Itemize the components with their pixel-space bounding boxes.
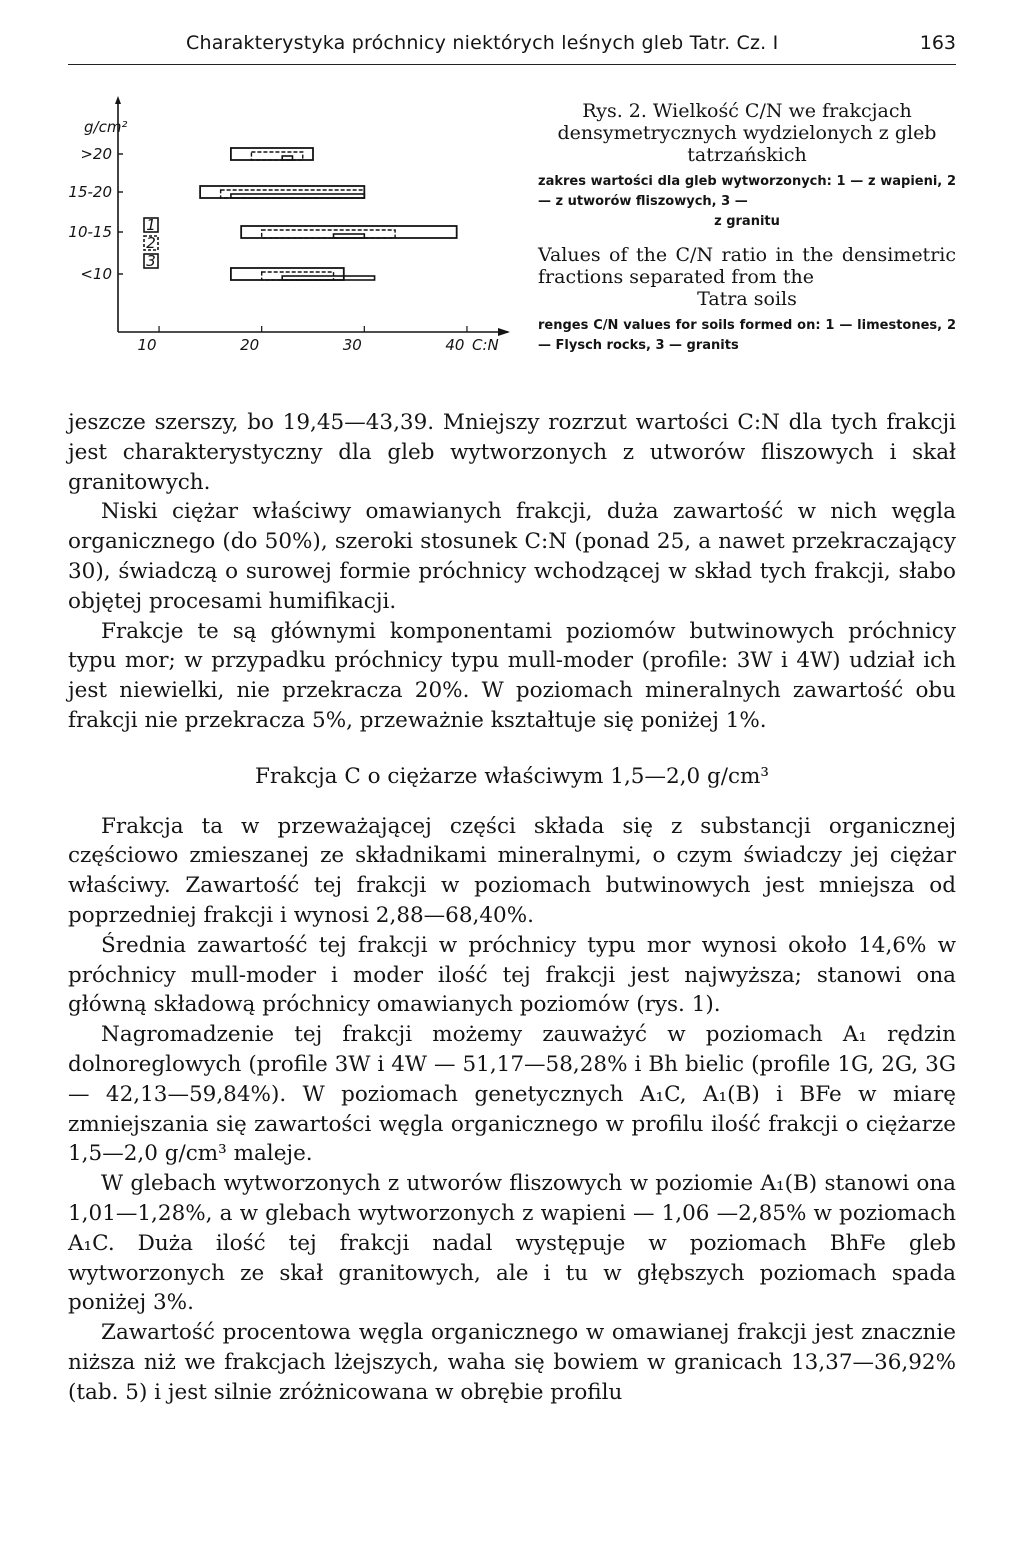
body-text <box>68 408 956 1408</box>
paragraph: jeszcze szerszy, bo 19,45—43,39. Mniejszy rozrzut wartości C:N dla tych frakcji jest charakterystyczny dla gleb wytworzonych z utworów fliszowych i skał granitowych. <box>68 410 956 495</box>
x-tick-label: 10 <box>137 336 157 354</box>
paragraph: Niski ciężar właściwy omawianych frakcji, duża zawartość w nich węgla organicznego (do 50%), szeroki stosunek C:N (ponad 25, a nawet przekraczający 30), świadczą o surowej formie próchnicy wchodzącej w skład tych frakcji, słabo objętej procesami humifikacji. <box>68 499 956 614</box>
x-tick-label: 30 <box>342 336 362 354</box>
legend-label: 3 <box>146 252 156 270</box>
caption-pl-sub-2: z granitu <box>714 214 780 229</box>
caption-en-title-2: Tatra soils <box>697 288 797 310</box>
range-bar-series-3 <box>282 276 374 280</box>
range-bar-series-1 <box>231 148 313 160</box>
range-bar-series-3 <box>231 194 364 198</box>
y-tick-label: 10-15 <box>68 223 112 241</box>
section-heading: Frakcja C o ciężarze właściwym 1,5—2,0 g/cm³ <box>254 763 770 789</box>
range-bar-series-1 <box>241 226 457 238</box>
range-bar-series-2 <box>262 230 395 238</box>
range-bar-series-2 <box>251 152 302 160</box>
caption-pl-sub-1: zakres wartości dla gleb wytworzonych: 1 — z wapieni, 2 — z utworów fliszowych, 3 — <box>538 174 956 209</box>
x-tick-label: 20 <box>240 336 260 354</box>
x-tick-label: 40 <box>445 336 465 354</box>
running-header <box>68 32 956 62</box>
paragraph: Frakcja ta w przeważającej części składa się z substancji organicznej częściowo zmieszanej ze składnikami mineralnymi, o czym świadczy jej ciężar właściwy. Zawartość tej frakcji w poziomach butwinowych jest mniejsza od poprzedniej frakcji i wynosi 2,88—68,40%. <box>68 813 956 928</box>
cn-range-figure <box>68 88 530 388</box>
header-rule <box>68 64 956 65</box>
y-axis-label: g/cm² <box>84 118 128 136</box>
x-axis-arrow <box>498 328 510 336</box>
paragraph: Frakcje te są głównymi komponentami poziomów butwinowych próchnicy typu mor; w przypadku próchnicy typu mull-moder (profile: 3W i 4W) udział ich jest niewielki, nie przekracza 20%. W poziomach mineralnych zawartość obu frakcji nie przekracza 5%, przeważnie kształtuje się poniżej 1%. <box>68 618 956 733</box>
range-bar-series-3 <box>334 234 365 238</box>
y-tick-label: 15-20 <box>68 183 112 201</box>
x-axis-label: C:N <box>472 336 499 354</box>
y-tick-label: <10 <box>80 265 112 283</box>
caption-pl-title: Rys. 2. Wielkość C/N we frakcjach densymetrycznych wydzielonych z gleb tatrzańskich <box>557 100 937 166</box>
chart-svg <box>68 88 530 388</box>
range-bar-series-1 <box>231 268 344 280</box>
y-axis-arrow <box>115 96 121 104</box>
running-title: Charakterystyka próchnicy niektórych leśnych gleb Tatr. Cz. I <box>186 32 779 54</box>
page-number: 163 <box>919 32 956 54</box>
figure-caption <box>538 100 956 356</box>
paragraph: Średnia zawartość tej frakcji w próchnicy typu mor wynosi około 14,6% w próchnicy mull-moder i moder ilość tej frakcji jest najwyższa; stanowi ona główną składową próchnicy omawianych poziomów (rys. 1). <box>68 932 956 1018</box>
range-bar-series-3 <box>282 156 292 160</box>
range-bar-series-1 <box>200 186 364 198</box>
legend-label: 1 <box>146 216 156 234</box>
caption-en-title-1: Values of the C/N ratio in the densimetric fractions separated from the <box>538 244 956 288</box>
paragraph: W glebach wytworzonych z utworów fliszowych w poziomie A₁(B) stanowi ona 1,01—1,28%, a w glebach wytworzonych z wapieni — 1,06 —2,85% w poziomach A₁C. Duża ilość tej frakcji nadal występuje w poziomach BhFe gleb wytworzonych ze skał granitowych, ale i tu w głębszych poziomach spada poniżej 3%. <box>68 1171 956 1316</box>
legend-label: 2 <box>146 234 156 252</box>
y-tick-label: >20 <box>80 145 112 163</box>
caption-en-sub: renges C/N values for soils formed on: 1 — limestones, 2 — Flysch rocks, 3 — granits <box>538 318 956 353</box>
paragraph: Nagromadzenie tej frakcji możemy zauważyć w poziomach A₁ rędzin dolnoreglowych (profile 3W i 4W — 51,17—58,28% i Bh bielic (profile 1G, 2G, 3G — 42,13—59,84%). W poziomach genetycznych A₁C, A₁(B) i BFe w miarę zmniejszania się zawartości węgla organicznego w profilu ilość frakcji o ciężarze 1,5—2,0 g/cm³ maleje. <box>68 1022 956 1167</box>
paragraph: Zawartość procentowa węgla organicznego w omawianej frakcji jest znacznie niższa niż we frakcjach lżejszych, waha się bowiem w granicach 13,37—36,92% (tab. 5) i jest silnie zróżnicowana w obrębie profilu <box>68 1320 956 1405</box>
